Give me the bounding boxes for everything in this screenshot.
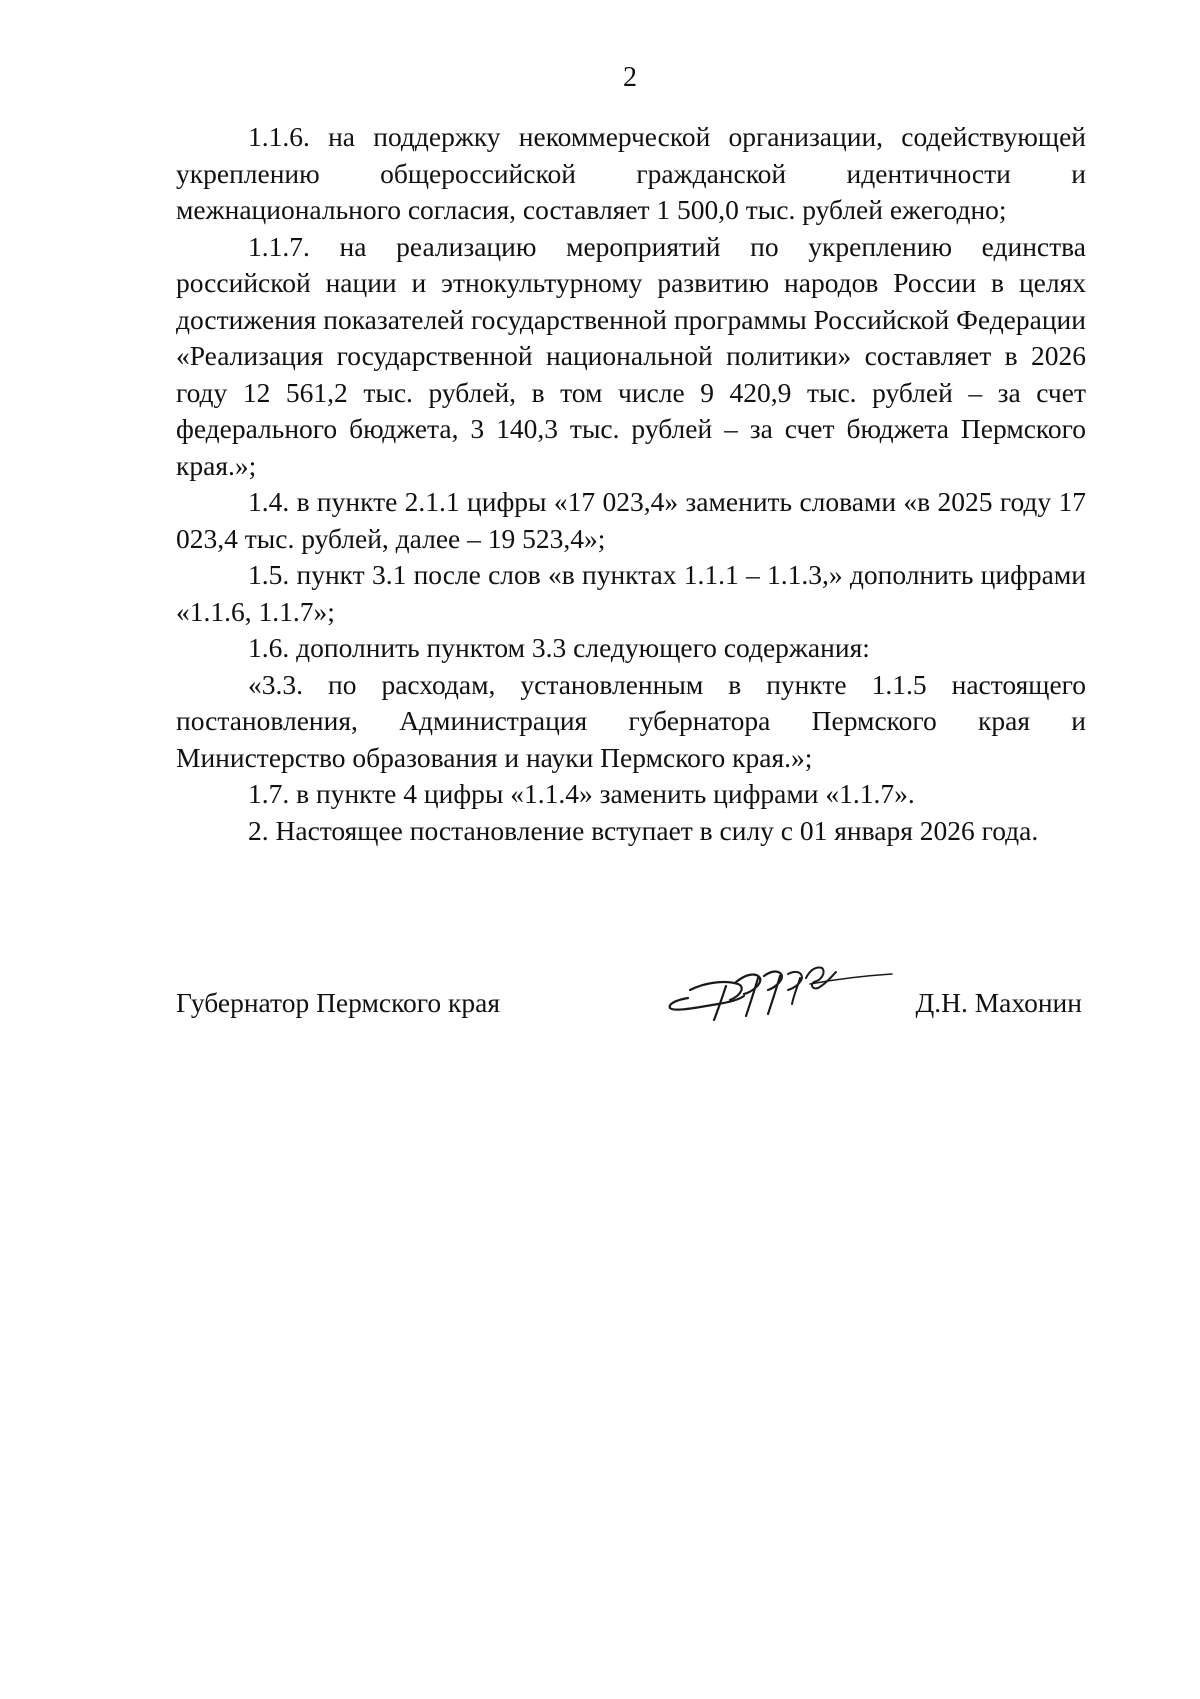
page-number: 2	[623, 62, 637, 93]
signatory-name: Д.Н. Махонин	[915, 987, 1082, 1018]
paragraph-1-1-6: 1.1.6. на поддержку некоммерческой организации, содействующей укреплению общероссийской гражданской идентичности и межнационального согласия, составляет 1 500,0 тыс. рублей ежегодно;	[176, 121, 1086, 225]
paragraph-2: 2. Настоящее постановление вступает в силу с 01 января 2026 года.	[248, 814, 1039, 846]
paragraph-1-5: 1.5. пункт 3.1 после слов «в пунктах 1.1.1 – 1.1.3,» дополнить цифрами «1.1.6, 1.1.7»;	[176, 559, 1086, 627]
paragraph-1-6: 1.6. дополнить пунктом 3.3 следующего содержания:	[248, 632, 870, 663]
signatory-title: Губернатор Пермского края	[176, 987, 500, 1018]
handwritten-signature	[660, 960, 900, 1032]
paragraph-1-1-7: 1.1.7. на реализацию мероприятий по укреплению единства российской нации и этнокультурному развитию народов России в целях достижения показателей государственной программы Российской Федерации «Реализация государственной национальной политики» составляет в 2026 году 12 561,2 тыс. рублей, в том числе 9 420,9 тыс. рублей – за счет федерального бюджета, 3 140,3 тыс. рублей – за счет бюджета Пермского края.»;	[176, 230, 1086, 481]
paragraph-1-4: 1.4. в пункте 2.1.1 цифры «17 023,4» заменить словами «в 2025 году 17 023,4 тыс. рублей, далее – 19 523,4»;	[176, 486, 1086, 554]
paragraph-1-7: 1.7. в пункте 4 цифры «1.1.4» заменить цифрами «1.1.7».	[248, 778, 915, 809]
signature-block	[176, 960, 1086, 1040]
paragraph-3-3-quote: «3.3. по расходам, установленным в пункте 1.1.5 настоящего постановления, Администрация губернатора Пермского края и Министерство образования и науки Пермского края.»;	[176, 668, 1086, 773]
document-body	[176, 119, 1086, 849]
